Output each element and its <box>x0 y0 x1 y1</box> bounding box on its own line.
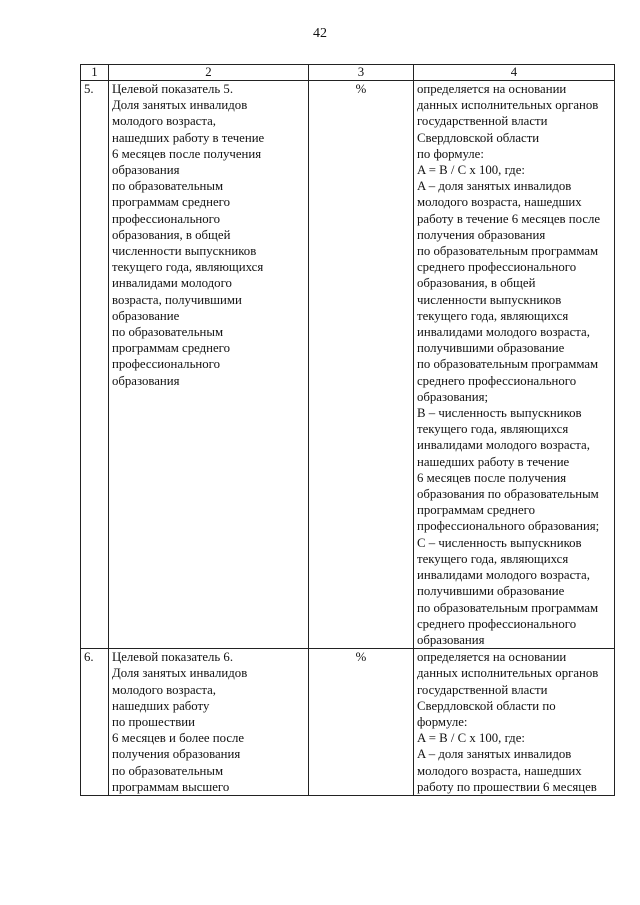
text-line: определяется на основании <box>417 650 567 665</box>
indicator-name <box>109 649 309 796</box>
text-line: инвалидами молодого возраста, <box>417 325 590 340</box>
text-line: C – численность выпускников <box>417 535 582 550</box>
text-line: среднего профессионального <box>417 373 577 388</box>
text-line: образования <box>112 163 180 178</box>
table-header-row <box>81 65 615 81</box>
text-line: по образовательным <box>112 179 224 194</box>
text-line: по образовательным <box>112 763 224 778</box>
row-number: 5. <box>81 81 109 649</box>
text-line: профессионального <box>112 357 220 372</box>
text-line: программам среднего <box>417 503 536 518</box>
text-line: образования, в общей <box>112 227 231 242</box>
indicator-description <box>414 81 615 649</box>
text-line: данных исполнительных органов <box>417 98 599 113</box>
text-line: программам среднего <box>112 341 231 356</box>
text-line: нашедших работу в течение <box>112 130 265 145</box>
text-line: инвалидами молодого возраста, <box>417 438 590 453</box>
text-line: 6 месяцев после получения <box>112 146 262 161</box>
indicator-description <box>414 649 615 796</box>
text-line: 6 месяцев и более после <box>112 731 245 746</box>
text-line: программам высшего <box>112 779 230 794</box>
text-line: по образовательным программам <box>417 357 599 372</box>
text-line: возраста, получившими <box>112 292 242 307</box>
header-cell-4: 4 <box>414 65 615 81</box>
text-line: работу в течение 6 месяцев после <box>417 211 601 226</box>
indicator-name <box>109 81 309 649</box>
text-line: работу по прошествии 6 месяцев <box>417 779 597 794</box>
text-line: получения образования <box>112 747 241 762</box>
text-line: по образовательным <box>112 325 224 340</box>
text-line: по образовательным программам <box>417 600 599 615</box>
table-row <box>81 81 615 649</box>
text-line: по образовательным программам <box>417 244 599 259</box>
text-line: текущего года, являющихся <box>112 260 264 275</box>
text-line: Целевой показатель 5. <box>112 82 234 96</box>
text-line: образования <box>112 373 180 388</box>
text-line: численности выпускников <box>112 244 257 259</box>
text-line: 6 месяцев после получения <box>417 470 567 485</box>
text-line: профессионального <box>112 211 220 226</box>
text-line: Целевой показатель 6. <box>112 650 234 665</box>
text-line: нашедших работу <box>112 698 210 713</box>
text-line: образования, в общей <box>417 276 536 291</box>
text-line: государственной власти <box>417 682 548 697</box>
text-line: инвалидами молодого <box>112 276 232 291</box>
header-cell-1: 1 <box>81 65 109 81</box>
text-line: образование <box>112 308 180 323</box>
page-number: 42 <box>313 26 327 41</box>
text-line: молодого возраста, нашедших <box>417 195 582 210</box>
text-line: A – доля занятых инвалидов <box>417 179 572 194</box>
text-line: данных исполнительных органов <box>417 666 599 681</box>
text-line: молодого возраста, <box>112 114 216 129</box>
text-line: формуле: <box>417 714 468 729</box>
text-line: инвалидами молодого возраста, <box>417 568 590 583</box>
text-line: молодого возраста, нашедших <box>417 763 582 778</box>
text-line: среднего профессионального <box>417 260 577 275</box>
text-line: профессионального образования; <box>417 519 600 534</box>
text-line: Свердловской области по <box>417 698 556 713</box>
indicators-table <box>80 64 615 796</box>
unit-cell: % <box>309 649 414 796</box>
text-line: текущего года, являющихся <box>417 308 569 323</box>
header-cell-2: 2 <box>109 65 309 81</box>
text-line: определяется на основании <box>417 82 567 96</box>
text-line: A = B / C x 100, где: <box>417 163 525 178</box>
text-line: получения образования <box>417 227 546 242</box>
text-line: численности выпускников <box>417 292 562 307</box>
text-line: молодого возраста, <box>112 682 216 697</box>
text-line: Свердловской области <box>417 130 540 145</box>
text-line: государственной власти <box>417 114 548 129</box>
text-line: образования <box>417 632 485 647</box>
unit-cell: % <box>309 81 414 649</box>
text-line: A = B / C x 100, где: <box>417 731 525 746</box>
text-line: Доля занятых инвалидов <box>112 98 248 113</box>
text-line: текущего года, являющихся <box>417 551 569 566</box>
text-line: получившими образование <box>417 341 565 356</box>
text-line: получившими образование <box>417 584 565 599</box>
text-line: по формуле: <box>417 146 484 161</box>
text-line: среднего профессионального <box>417 616 577 631</box>
text-line: программам среднего <box>112 195 231 210</box>
text-line: A – доля занятых инвалидов <box>417 747 572 762</box>
text-line: текущего года, являющихся <box>417 422 569 437</box>
header-cell-3: 3 <box>309 65 414 81</box>
table-row <box>81 649 615 796</box>
row-number: 6. <box>81 649 109 796</box>
text-line: образования; <box>417 389 489 404</box>
text-line: образования по образовательным <box>417 487 599 502</box>
text-line: Доля занятых инвалидов <box>112 666 248 681</box>
text-line: B – численность выпускников <box>417 406 582 421</box>
text-line: по прошествии <box>112 714 195 729</box>
text-line: нашедших работу в течение <box>417 454 570 469</box>
